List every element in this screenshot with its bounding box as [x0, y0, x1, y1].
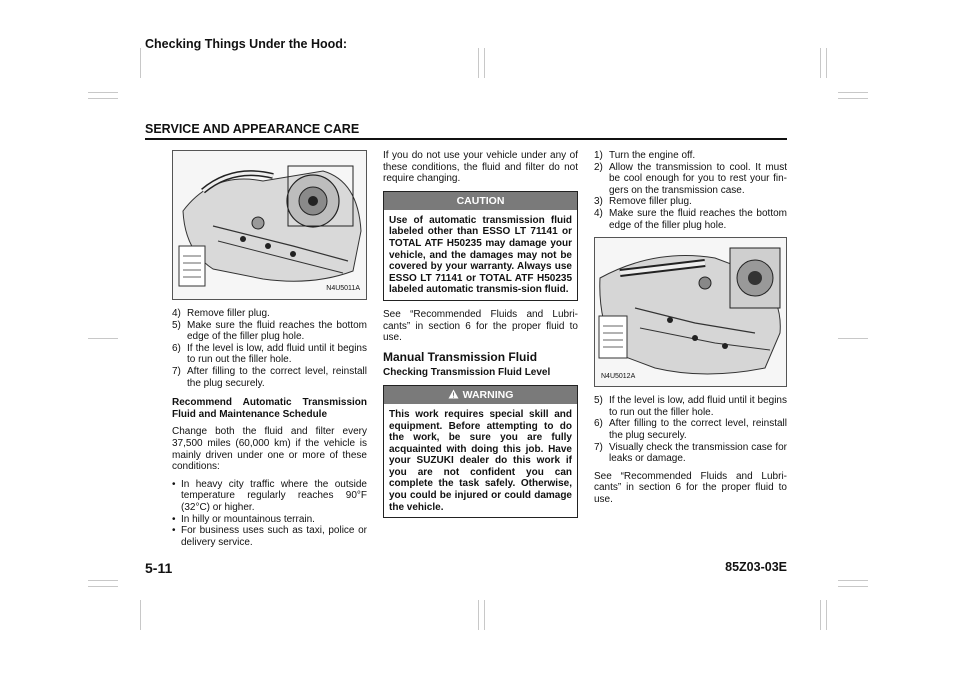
fill-steps-list [172, 308, 367, 389]
crop-mark [484, 48, 485, 78]
crop-mark [88, 580, 118, 581]
crop-mark [838, 580, 868, 581]
list-item: 7) Visually check the transmission case for leaks or damage. [594, 441, 787, 465]
list-item: 4) Remove filler plug. [172, 308, 270, 319]
caution-box [383, 191, 578, 301]
list-item: • In hilly or mountainous terrain. [172, 514, 367, 526]
warning-header [384, 386, 577, 404]
transmission-illustration [595, 238, 786, 386]
header-rule [145, 138, 787, 140]
check-steps-list [594, 150, 787, 231]
crop-mark [826, 48, 827, 78]
page-number: 5-11 [145, 560, 173, 576]
crop-mark [838, 586, 868, 587]
crop-mark [820, 48, 821, 78]
schedule-text: Change both the fluid and filter every 37,500 miles (60,000 km) if the vehicle is mainly driven under one or more of these conditions: [172, 426, 367, 473]
list-item: 7) After filling to the correct level, reinstall the plug securely. [172, 365, 367, 389]
crop-mark [484, 600, 485, 630]
crop-mark [838, 92, 868, 93]
crop-mark [88, 586, 118, 587]
list-item: 6) If the level is low, add fluid until it begins to run out the filler hole. [172, 342, 367, 366]
figure-id: N4U5012A [601, 372, 636, 380]
warning-box [383, 385, 578, 518]
transmission-figure-2 [594, 237, 787, 387]
warning-text: This work requires special skill and equipment. Before attempting to do the work, be sure you are fully acquainted with doing this job. Have your SUZUKI dealer do this work if you are not confident you can complete the task safely. Otherwise, you could be injured or could damage the vehicle. [389, 408, 572, 513]
crop-mark [88, 338, 118, 339]
transmission-figure-1 [172, 150, 367, 300]
list-item: 3) Remove filler plug. [594, 196, 692, 208]
crop-mark [838, 338, 868, 339]
warning-title: WARNING [462, 388, 514, 401]
checking-level-heading: Checking Transmission Fluid Level [383, 367, 551, 379]
intro-text: If you do not use your vehicle under any of these conditions, the fluid and filter do not require changing. [383, 150, 578, 185]
manual-transmission-heading: Manual Transmission Fluid [383, 349, 538, 364]
section-title: SERVICE AND APPEARANCE CARE [145, 122, 360, 136]
see-recommended-text: See “Recommended Fluids and Lubri-cants” in section 6 for the proper fluid to use. [594, 470, 787, 505]
list-item: 2) Allow the transmission to cool. It must be cool enough for you to rest your fin-gers on the transmission case. [594, 161, 787, 196]
engine-illustration [173, 151, 366, 299]
conditions-list [172, 479, 367, 549]
document-code: 85Z03-03E [725, 560, 787, 574]
list-item: 5) Make sure the fluid reaches the bottom edge of the filler plug hole. [172, 319, 367, 343]
crop-mark [88, 98, 118, 99]
warning-triangle-icon [448, 389, 459, 399]
crop-mark [838, 98, 868, 99]
crop-mark [820, 600, 821, 630]
see-recommended-text: See “Recommended Fluids and Lubri-cants” in section 6 for the proper fluid to use. [383, 308, 578, 344]
crop-mark [140, 48, 141, 78]
middle-column [383, 150, 578, 526]
list-item: 6) After filling to the correct level, reinstall the plug securely. [594, 418, 787, 441]
list-item: 5) If the level is low, add fluid until it begins to run out the filler hole. [594, 395, 787, 418]
running-title: Checking Things Under the Hood: [145, 37, 348, 51]
crop-mark [88, 92, 118, 93]
crop-mark [478, 600, 479, 630]
list-item: 4) Make sure the fluid reaches the bottom edge of the filler plug hole. [594, 207, 787, 231]
right-column [594, 150, 787, 512]
crop-mark [140, 600, 141, 630]
crop-mark [826, 600, 827, 630]
schedule-heading: Recommend Automatic Transmission Fluid and Maintenance Schedule [172, 397, 367, 420]
list-item: • In heavy city traffic where the outside temperature regularly reaches 90°F (32°C) or higher. [172, 479, 367, 514]
refill-steps-list [594, 395, 787, 465]
caution-text: Use of automatic transmission fluid labeled other than ESSO LT 71141 or TOTAL ATF H50235 may damage your vehicle, and the damages may not be covered by your warranty. Always use ESSO LT 71141 or TOTAL ATF H50235 labeled automatic transmis-sion fluid. [389, 214, 572, 296]
caution-title: CAUTION [384, 192, 577, 210]
crop-mark [478, 48, 479, 78]
list-item: • For business uses such as taxi, police or delivery service. [172, 525, 367, 548]
list-item: 1) Turn the engine off. [594, 150, 696, 161]
left-column [172, 150, 367, 548]
figure-id: N4U5011A [326, 285, 360, 293]
